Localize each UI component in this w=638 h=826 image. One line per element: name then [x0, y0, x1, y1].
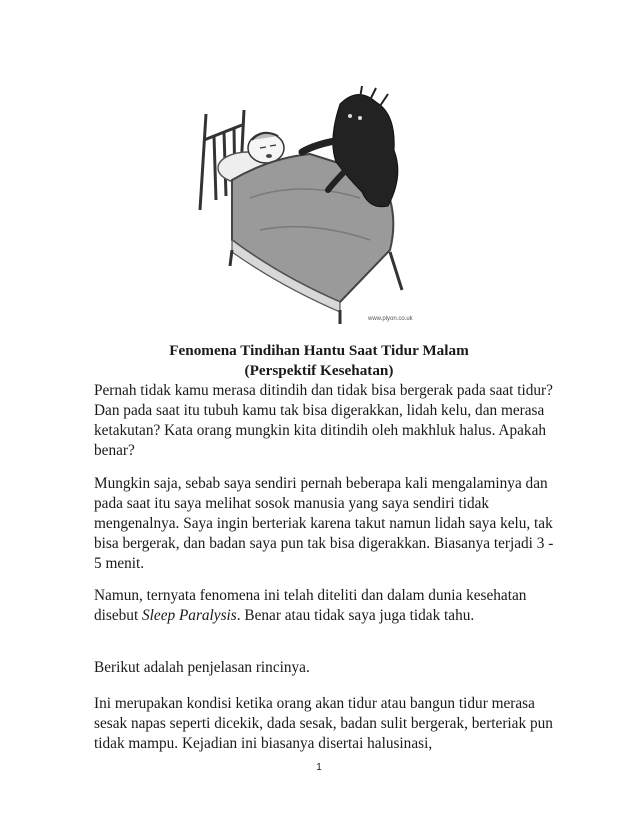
document-subtitle: (Perspektif Kesehatan) — [244, 362, 394, 379]
document-title: Fenomena Tindihan Hantu Saat Tidur Malam — [169, 342, 469, 359]
illustration-credit: www.plyon.co.uk — [368, 316, 413, 322]
sleeper-head — [248, 133, 284, 163]
paragraph-3 — [94, 586, 562, 626]
paragraph-1: Pernah tidak kamu merasa ditindih dan tidak bisa bergerak pada saat tidur? Dan pada saat itu tubuh kamu tak bisa digerakkan, lidah kelu, dan merasa ketakutan? Kata orang mungkin kita ditindih oleh makhluk halus. Apakah benar? — [94, 382, 553, 459]
paragraph-4: Berikut adalah penjelasan rincinya. — [94, 659, 310, 676]
sleep-paralysis-term: Sleep Paralysis — [142, 607, 237, 624]
paragraph-2: Mungkin saja, sebab saya sendiri pernah beberapa kali mengalaminya dan pada saat itu saya melihat sosok manusia yang saya sendiri tidak mengenalnya. Saya ingin berteriak karena takut namun lidah saya kelu, tak bisa bergerak, dan badan saya pun tak bisa digerakkan. Biasanya terjadi 3 - 5 menit. — [94, 475, 554, 572]
page-number: 1 — [316, 762, 322, 773]
paragraph-5: Ini merupakan kondisi ketika orang akan tidur atau bangun tidur merasa sesak napas seperti dicekik, dada sesak, badan sulit bergerak, berteriak pun tidak mampu. Kejadian ini biasanya disertai halusinasi, — [94, 695, 553, 752]
sleep-paralysis-illustration — [190, 80, 450, 328]
paragraph-3-text-b: . Benar atau tidak saya juga tidak tahu. — [236, 607, 475, 624]
paragraph-3-text-a: Namun, ternyata fenomena ini telah diteliti dan dalam dunia kesehatan disebut — [94, 587, 527, 624]
